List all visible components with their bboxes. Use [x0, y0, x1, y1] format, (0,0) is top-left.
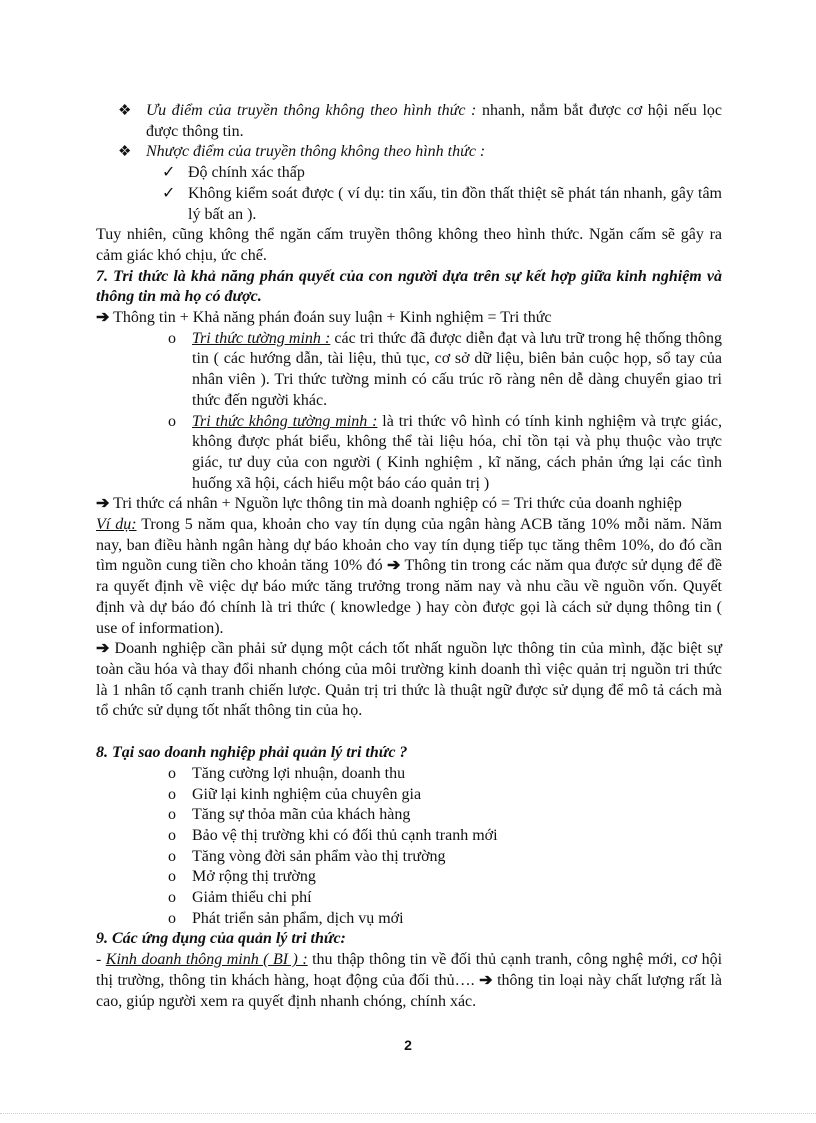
- page-bottom-divider: [0, 1113, 816, 1114]
- arrow-icon: ➔: [386, 557, 401, 575]
- disadvantage-text: Không kiểm soát được ( ví dụ: tin xấu, tin đồn thất thiệt sẽ phát tán nhanh, gây tâm lý bất an ).: [188, 184, 722, 223]
- implicit-knowledge-item: [96, 412, 722, 495]
- disadvantages-label: Nhược điểm của truyền thông không theo hình thức :: [146, 143, 486, 161]
- reason-item: [96, 826, 722, 847]
- section-9-heading: 9. Các ứng dụng của quản lý tri thức:: [96, 930, 346, 948]
- spacer: [96, 722, 722, 743]
- formula-2: [96, 494, 722, 515]
- section-7-heading: 7. Tri thức là khả năng phán quyết của con người dựa trên sự kết hợp giữa kinh nghiệm và thông tin mà họ có được.: [96, 267, 722, 306]
- arrow-icon: ➔: [96, 309, 110, 327]
- explicit-knowledge-label: Tri thức tường minh :: [192, 329, 331, 347]
- circle-bullet-icon: o: [168, 329, 176, 347]
- reason-item: [96, 867, 722, 888]
- explicit-knowledge-text: các tri thức đã được diễn đạt và lưu trữ trong hệ thống thông tin ( các hướng dẫn, tài liệu, thủ tục, cơ sở dữ liệu, biên bản cuộc họp, sổ tay của nhân viên ). Tri thức tường minh có cấu trúc rõ ràng nên dễ dàng chuyển giao tri thức đến người khác.: [192, 329, 722, 409]
- arrow-icon: ➔: [96, 640, 110, 658]
- bi-paragraph: [96, 950, 722, 1012]
- advantages-label: Ưu điểm của truyền thông không theo hình thức :: [146, 102, 477, 119]
- formula-1-text: Thông tin + Khả năng phán đoán suy luận + Kinh nghiệm = Tri thức: [109, 309, 552, 327]
- circle-bullet-icon: o: [168, 868, 176, 886]
- disadvantages-item: [96, 142, 722, 163]
- reason-text: Mở rộng thị trường: [192, 868, 316, 886]
- check-bullet-icon: ✓: [162, 164, 176, 182]
- example-text-1: Trong 5 năm qua, khoản cho vay tín dụng của ngân hàng ACB tăng 10% mỗi năm. Năm nay, ban điều hành ngân hàng dự báo khoản cho vay tín dụng tiếp tục tăng thêm 10%, do đó cần tìm nguồn cung tiền cho khoản tăng 10% đó: [96, 516, 723, 575]
- bi-text-2: thông tin loại này chất lượng rất là cao, giúp người xem ra quyết định nhanh chóng, chính xác.: [96, 971, 723, 1010]
- circle-bullet-icon: o: [168, 412, 176, 430]
- circle-bullet-icon: o: [168, 889, 176, 907]
- disadvantage-point: [96, 184, 722, 225]
- section-8-heading: 8. Tại sao doanh nghiệp phải quản lý tri thức ?: [96, 744, 408, 762]
- reason-text: Tăng cường lợi nhuận, doanh thu: [192, 764, 406, 782]
- disadvantage-point: [96, 163, 722, 184]
- explicit-knowledge-item: [96, 329, 722, 412]
- reason-item: [96, 888, 722, 909]
- formula-2-text: Tri thức cá nhân + Nguồn lực thông tin mà doanh nghiệp có = Tri thức của doanh nghiệp: [109, 495, 682, 513]
- reason-item: [96, 764, 722, 785]
- bi-label: Kinh doanh thông minh ( BI ) :: [105, 951, 308, 969]
- reason-item: [96, 847, 722, 868]
- page-content: [96, 101, 722, 1012]
- conclusion-paragraph: [96, 639, 722, 722]
- reason-text: Bảo vệ thị trường khi có đối thủ cạnh tranh mới: [192, 826, 498, 844]
- dash-marker: -: [96, 951, 106, 969]
- disadvantage-text: Độ chính xác thấp: [188, 164, 305, 182]
- circle-bullet-icon: o: [168, 806, 176, 824]
- example-text-2: Thông tin trong các năm qua được sử dụng để đề ra quyết định về việc dự báo mức tăng trưởng trong năm nay và nhu cầu về nguồn vốn. Quyết định và dự báo đó chính là tri thức ( knowledge ) hay còn được gọi là cách sử dụng thông tin ( use of information).: [96, 557, 722, 637]
- reason-text: Phát triển sản phẩm, dịch vụ mới: [192, 909, 404, 927]
- circle-bullet-icon: o: [168, 764, 176, 782]
- advantages-text: nhanh, nắm bắt được cơ hội nếu lọc được thông tin.: [146, 102, 723, 140]
- example-label: Ví dụ:: [96, 516, 137, 534]
- circle-bullet-icon: o: [168, 847, 176, 865]
- arrow-icon: ➔: [96, 495, 110, 513]
- reason-item: [96, 805, 722, 826]
- reason-text: Giảm thiểu chi phí: [192, 889, 312, 907]
- diamond-bullet-icon: ❖: [118, 103, 132, 119]
- conclusion-text: Doanh nghiệp cần phải sử dụng một cách tốt nhất nguồn lực thông tin của mình, đặc biệt sự toàn cầu hóa và thay đổi nhanh chóng của môi trường kinh doanh thì việc quản trị nguồn tri thức là 1 nhân tố cạnh tranh chiến lược. Quản trị tri thức là thuật ngữ được sử dụng để mô tả cách mà tổ chức sử dụng tốt nhất thông tin của họ.: [96, 640, 722, 720]
- formula-1: [96, 308, 722, 329]
- advantages-item: [96, 101, 722, 142]
- bi-text-1: thu thập thông tin về đối thủ cạnh tranh, công nghệ mới, cơ hội thị trường, thông tin khách hàng, hoạt động của đối thủ….: [96, 951, 723, 989]
- however-paragraph: Tuy nhiên, cũng không thể ngăn cấm truyền thông không theo hình thức. Ngăn cấm sẽ gây ra cảm giác khó chịu, ức chế.: [96, 226, 722, 264]
- implicit-knowledge-text: là tri thức vô hình có tính kinh nghiệm và trực giác, không được phát biểu, không thể tài liệu hóa, chỉ tồn tại và phụ thuộc vào trực giác, tư duy của con người ( Kinh nghiệm , kĩ năng, cách phản ứng lại các tình huống xã hội, cách hiểu một báo cáo quản trị ): [192, 412, 722, 492]
- page-number: 2: [404, 1037, 412, 1053]
- circle-bullet-icon: o: [168, 785, 176, 803]
- implicit-knowledge-label: Tri thức không tường minh :: [192, 412, 378, 430]
- circle-bullet-icon: o: [168, 826, 176, 844]
- check-bullet-icon: ✓: [162, 184, 176, 202]
- diamond-bullet-icon: ❖: [118, 144, 132, 161]
- reason-item: [96, 785, 722, 806]
- reason-text: Giữ lại kinh nghiệm của chuyên gia: [192, 785, 422, 803]
- circle-bullet-icon: o: [168, 909, 176, 927]
- reason-text: Tăng vòng đời sản phẩm vào thị trường: [192, 847, 446, 865]
- example-paragraph: [96, 515, 722, 639]
- reason-text: Tăng sự thỏa mãn của khách hàng: [192, 806, 411, 824]
- arrow-icon: ➔: [479, 971, 493, 989]
- reason-item: [96, 909, 722, 930]
